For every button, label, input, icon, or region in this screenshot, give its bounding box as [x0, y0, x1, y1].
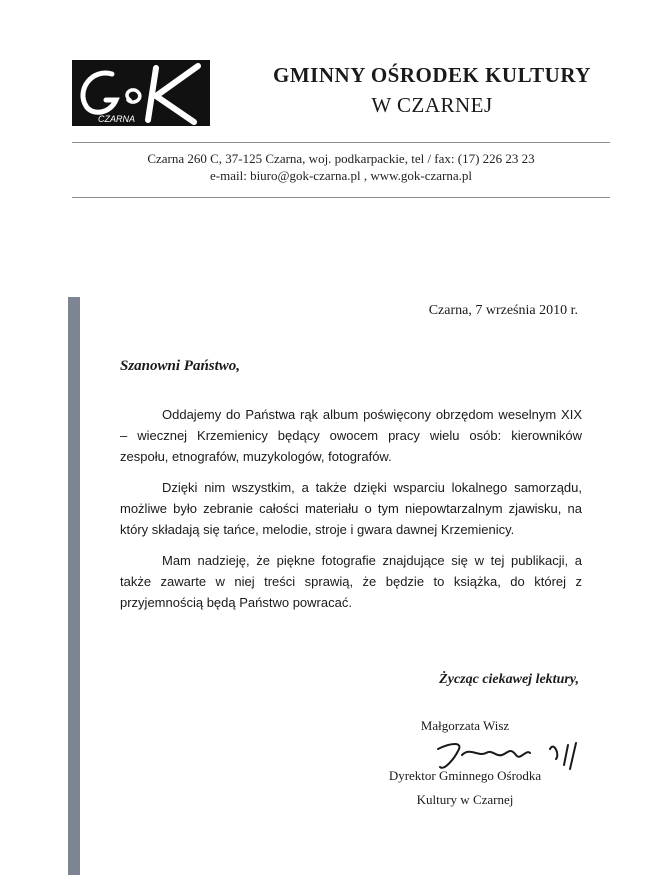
closing: Życząc ciekawej lektury, — [439, 672, 579, 687]
header-divider-bottom — [72, 197, 610, 198]
gok-logo — [72, 60, 210, 126]
logo-small-text: CZARNA — [98, 114, 136, 124]
salutation: Szanowni Państwo, — [120, 358, 241, 374]
paragraph-3: Mam nadzieję, że piękne fotografie znajdujące się w tej publikacji, a także zawarte w niej treści sprawią, że będzie to książka, do której z przyjemnością będą Państwo powracać. — [120, 553, 582, 610]
paragraph-1: Oddajemy do Państwa rąk album poświęcony obrzędom weselnym XIX – wiecznej Krzemienicy będący owocem pracy wielu osób: kierowników zespołu, etnografów, muzykologów, fotografów. — [120, 407, 582, 464]
email-line: e-mail: biuro@gok-czarna.pl , www.gok-czarna.pl — [210, 168, 472, 183]
signer-title-line2: Kultury w Czarnej — [416, 792, 514, 807]
org-name-line2: W CZARNEJ — [371, 93, 493, 117]
org-name-line1: GMINNY OŚRODEK KULTURY — [273, 63, 591, 87]
header-divider-top — [72, 142, 610, 143]
paragraph-2: Dzięki nim wszystkim, a także dzięki wsparciu lokalnego samorządu, możliwe było zebranie całości materiału o tym niepowtarzalnym zjawisku, na który składają się tańce, melodie, stroje i gwara dawnej Krzemienicy. — [120, 480, 582, 537]
signer-title-line1: Dyrektor Gminnego Ośrodka — [388, 768, 542, 783]
side-bar — [68, 297, 80, 875]
address-line: Czarna 260 C, 37-125 Czarna, woj. podkarpackie, tel / fax: (17) 226 23 23 — [147, 151, 535, 166]
letter-date: Czarna, 7 września 2010 r. — [428, 303, 578, 318]
signer-name: Małgorzata Wisz — [420, 718, 510, 733]
